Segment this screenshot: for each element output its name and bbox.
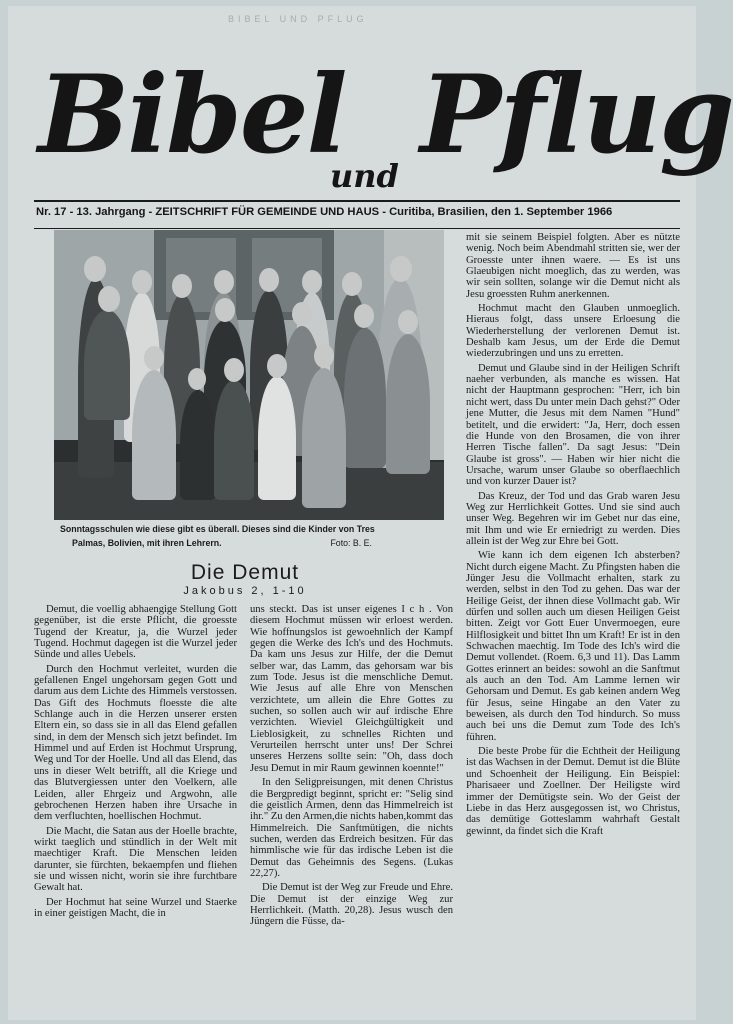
group-photo	[54, 230, 444, 520]
article-column-1	[34, 604, 237, 1016]
masthead-word-bibel: Bibel	[38, 52, 346, 178]
article-column-2	[250, 604, 453, 1016]
paragraph: Demut und Glaube sind in der Heiligen Schrift naeher verbunden, als manche es wissen. Hat nicht der Hauptmann gesprochen: "Herr, ich bin nicht wert, dass Du unter mein Dach gehst?" Oder jene Mutter, die Jesus mit dem Namen "Hund" betitelt, und die erwidert: "Ja, Herr, doch essen die Hunde von den Brosamen, die von ihrer Herren Tische fallen". Da sagt Jesus: "Dein Glaube ist gross". — Haben wir hier nicht die Ursache, warum unser Glaube so oberflaechlich und von kurzer Dauer ist?	[466, 362, 680, 488]
paragraph: Wie kann ich dem eigenen Ich absterben? Nicht durch eigene Macht. Zu Pfingsten haben die Jünger Jesu die Vollmacht erhalten, stark zu werden, selbst in den Tod zu gehen. Das war der Heilige Geist, der ihnen diese Vollmacht gab. Wir dürfen und sollen auch um diesen Heiligen Geist bitten. Zeigt vor Gott Euer Unvermoegen, eure Hilflosigkeit und bittet Ihn um Kraft! Er ist in den Schwachen maechtig. Im Tode des Ich's wird die Demut vollendet. (Roem. 6,3 und 11). Das Lamm Gottes erinnert an beides: sowohl an die Sanftmut als auch an den Tod. Am Lamme lernen wir Gehorsam und Demut. Es gab keinen andern Weg für Jesus, seine Hingabe an den Vater zu beweisen, als durch den Tod hindurch. So muss auch bei uns die Demut zum Tode des Ich's führen.	[466, 550, 680, 743]
article-column-3	[466, 232, 680, 1018]
paragraph: uns steckt. Das ist unser eigenes I c h . Von diesem Hochmut müssen wir erloest werden. Wie hoffnungslos ist gewoehnlich der Kampf gegen die Werke des Ich's und des Hochmuts. Da kam uns Jesus zur Hilfe, der die Demut selber war, das Lamm, das gehorsam war bis zum Tode. Jesus ist die menschliche Demut. Wie Jesus auf alle Ehre von Menschen verzichtete, um allein die Ehre Gottes zu suchen, so sollen auch wir auf irdische Ehre verzichten. Wieviel Gleichgültigkeit und Lieblosigkeit, zu schnelles Richten und Verurteilen herrscht unter uns! Der Schrei unseres Herzens sollte sein: "Oh, dass doch Jesu Demut in mir Raum gewinnen koennte!"	[250, 604, 453, 774]
caption-line-2: Palmas, Bolivien, mit ihren Lehrern.	[72, 538, 222, 548]
masthead-rule-bottom	[34, 228, 680, 229]
paragraph: Demut, die voellig abhaengige Stellung Gott gegenüber, ist die erste Pflicht, die groesste Tugend der Kreatur, ja, die Wurzel jeder Tugend. Hochmut dagegen ist die Wurzel jeder Sünde und alles Uebels.	[34, 604, 237, 661]
article-title: Die Demut	[190, 561, 300, 584]
masthead-rule-top	[34, 200, 680, 202]
paragraph: Hochmut macht den Glauben unmoeglich. Hieraus folgt, dass unsere Erloesung die Wiederherstellung der verlorenen Demut ist. Deshalb kam Jesus, um der Erde die Demut wiederzubringen und uns zu erretten.	[466, 303, 680, 360]
masthead-word-und: und	[330, 157, 399, 195]
photo-caption	[60, 522, 444, 552]
paragraph: Der Hochmut hat seine Wurzel und Staerke in einer geistigen Macht, die in	[34, 896, 237, 919]
paragraph: mit sie seinem Beispiel folgten. Aber es nützte wenig. Noch beim Abendmahl stritten sie, wer der Groesste unter ihnen waere. — Es ist uns Glaeubigen nicht moeglich, das zu werden, was wir sein sollten, solange wir die Demut nicht als Jesu groessten Ruhm anerkennen.	[466, 232, 680, 300]
paragraph: Die Demut ist der Weg zur Freude und Ehre. Die Demut ist der einzige Weg zur Herrlichkeit. (Matth. 20,28). Jesus wusch den Jüngern die Füsse, da-	[250, 882, 453, 928]
caption-line-1: Sonntagsschulen wie diese gibt es überall. Dieses sind die Kinder von Tres	[60, 524, 375, 534]
masthead	[30, 40, 733, 195]
paragraph: Durch den Hochmut verleitet, wurden die gefallenen Engel ungehorsam gegen Gott und darum aus dem Lichte des Himmels verstossen. Das Gift des Hochmuts floesste die alte Schlange auch in die Herzen unserer ersten Eltern ein, so dass sie in all das Elend gefallen sind, in dem der Mensch sich jetzt befindet. Im Himmel und auf Erden ist Hochmut Ursprung, Weg und Tor der Hoelle. Und all das Elend, das uns in dieser Welt betrifft, all die Kriege und das Blutvergiessen unter den Voelkern, alle Leiden, aller Ehrgeiz und Argwohn, alle gebrochenen Herzen haben ihre Ursache in dem verfluchten, hoellischen Hochmut.	[34, 663, 237, 823]
photo-credit: Foto: B. E.	[330, 538, 372, 548]
issue-line: Nr. 17 - 13. Jahrgang - ZEITSCHRIFT FÜR GEMEINDE UND HAUS - Curitiba, Brasilien, den 1. September 1966	[36, 206, 613, 218]
bleed-through-header: BIBEL UND PFLUG	[228, 14, 368, 24]
paragraph: Die beste Probe für die Echtheit der Heiligung ist das Wachsen in der Demut. Demut ist die Blüte und Schoenheit der Heiligung. Ein Beispiel: Pharisaeer und Zoellner. Der Heiligste wird immer der Demütigste sein. Wo der Geist der Liebe in das Herz ausgegossen ist, wo Christus, das demütige Gotteslamm wahrhaft Gestalt gewinnt, da findet sich die Kraft	[466, 746, 680, 837]
article-reference: Jakobus 2, 1-10	[183, 585, 307, 597]
paragraph: Das Kreuz, der Tod und das Grab waren Jesu Weg zur Herrlichkeit Gottes. Und sie sind auch unser Weg. Begehren wir im Gebet nur das eine, mit Ihm und wie Er erniedrigt zu werden. Dies allein ist der Weg zur Ehre bei Gott.	[466, 490, 680, 547]
paragraph: Die Macht, die Satan aus der Hoelle brachte, wirkt taeglich und stündlich in der Welt mit maechtiger Kraft. Die Menschen leiden darunter, sie fürchten, bekaempfen und fliehen sie und wissen nicht, worin sie ihre furchtbare Gewalt hat.	[34, 825, 237, 894]
masthead-word-pflug: Pflug	[420, 52, 733, 178]
paragraph: In den Seligpreisungen, mit denen Christus die Bergpredigt beginnt, spricht er: "Selig sind die geistlich Armen, denn das Himmelreich ist ihr." Zu den Armen,die nichts haben,kommt das Himmelreich. Die Sanftmütigen, die nichts suchen, werden das Erdreich besitzen. Für das himmlische wie für das irdische Leben ist die Demut das Geheimnis des Segens. (Lukas 22,27).	[250, 777, 453, 879]
